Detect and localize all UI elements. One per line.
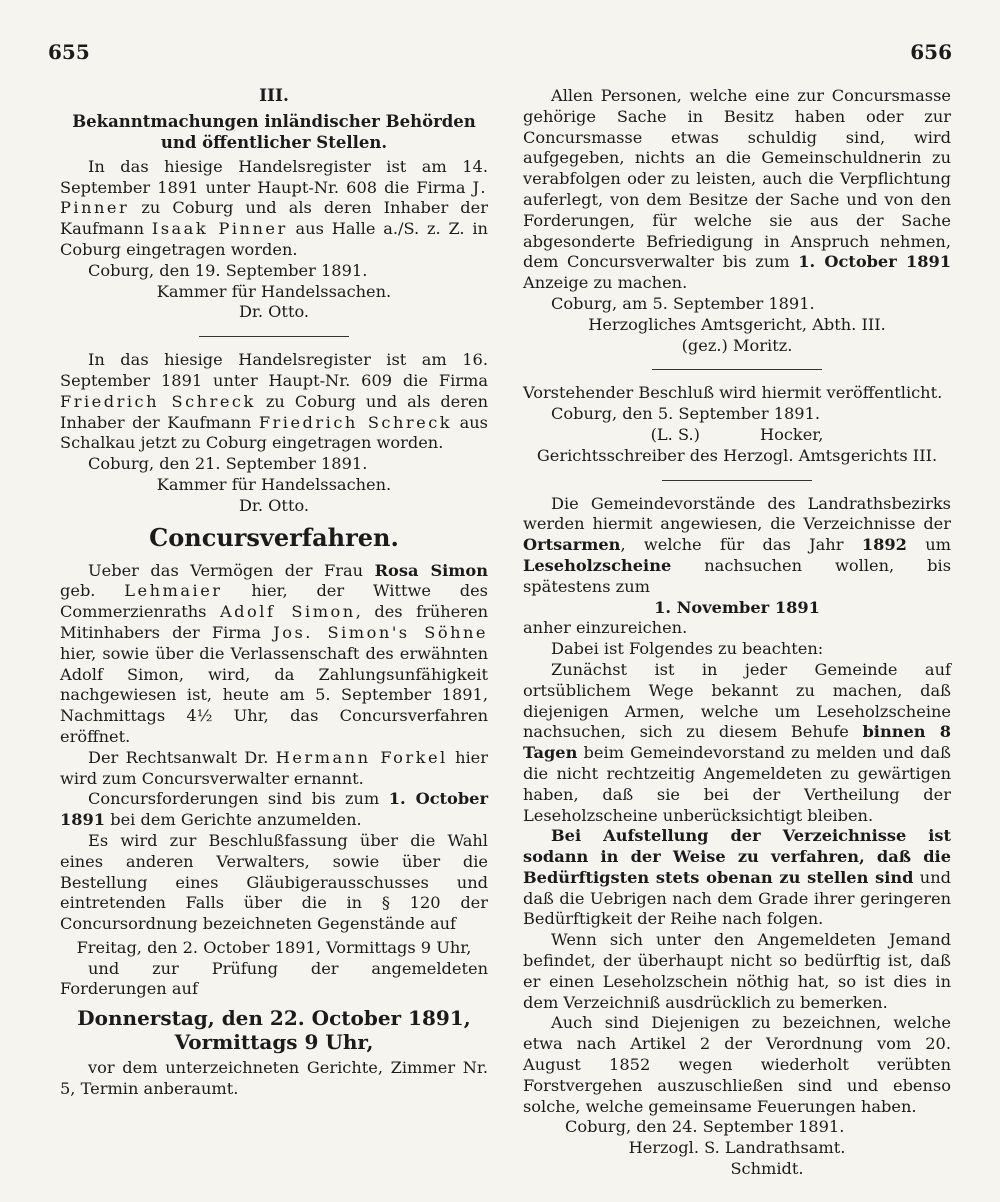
- landrat-rule-3: Wenn sich unter den Angemeldeten Jemand befindet, der überhaupt nicht so bedürftig ist, daß er einen Leseholzschein nöthig hat, so ist dies in dem Verzeichniß ausdrücklich zu bemerken.: [523, 930, 951, 1012]
- section-number: III.: [259, 86, 289, 106]
- notice-register-pinner: In das hiesige Handelsregister ist am 14. September 1891 unter Haupt-Nr. 608 die Firma J. Pinner zu Coburg und als deren Inhaber der Kaufmann Isaak Pinner aus Halle a./S. z. Z. in Coburg eingetragen worden.: [60, 156, 488, 259]
- court-signature: (gez.) Moritz.: [681, 335, 793, 355]
- court-name: Herzogliches Amtsgericht, Abth. III.: [588, 314, 886, 334]
- firm-name: Friedrich Schreck: [60, 391, 256, 411]
- landrat-office: Herzogl. S. Landrathsamt.: [628, 1138, 846, 1158]
- publication-date: Coburg, den 5. September 1891.: [551, 404, 821, 424]
- notice-signature: Dr. Otto.: [238, 495, 310, 515]
- seal-mark: (L. S.): [650, 424, 700, 444]
- concurs-paragraph-8: vor dem unterzeichneten Gerichte, Zimmer Nr. 5, Termin anberaumt.: [60, 1058, 488, 1099]
- firm-name: J. Pinner: [60, 177, 488, 218]
- owner-name: Isaak Pinner: [151, 219, 288, 239]
- clerk-title: Gerichtsschreiber des Herzogl. Amtsgerichts III.: [536, 445, 938, 465]
- clerk-name: Hocker,: [759, 424, 824, 444]
- left-column: [60, 86, 488, 1100]
- page-number-left: 655: [48, 40, 90, 64]
- landrat-rule-1: Zunächst ist in jeder Gemeinde auf ortsüblichem Wege bekannt zu machen, daß diejenigen Armen, welche um Leseholzscheine nachsuchen, sich zu diesem Behufe binnen 8 Tagen beim Gemeindevorstand zu melden und daß die nicht rechtzeitig Angemeldeten zu gewärtigen haben, daß sie bei der Vertheilung der Leseholzscheine unberücksichtigt bleiben.: [523, 659, 951, 825]
- notice-office: Kammer für Handelssachen.: [156, 474, 392, 494]
- concurs-date: Coburg, am 5. September 1891.: [551, 293, 815, 313]
- landrat-rule-4: Auch sind Diejenigen zu bezeichnen, welche etwa nach Artikel 2 der Verordnung vom 20. August 1852 wegen wiederholt verübten Forstvergehen auszuschließen sind und ebenso solche, welche gemeinsame Feuerungen haben.: [523, 1013, 951, 1116]
- notice-office: Kammer für Handelssachen.: [156, 281, 392, 301]
- concurs-paragraph-1: Ueber das Vermögen der Frau Rosa Simon geb. Lehmaier hier, der Wittwe des Commerzienraths Adolf Simon, des früheren Mitinhabers der Firma Jos. Simon's Söhne hier, sowie über die Verlassenschaft des erwähnten Adolf Simon, wird, da Zahlungsunfähigkeit nachgewiesen ist, heute am 5. September 1891, Nachmittags 4½ Uhr, das Concursverfahren eröffnet.: [60, 560, 489, 746]
- notice-signature: Dr. Otto.: [238, 302, 310, 322]
- notice-date: Coburg, den 21. September 1891.: [88, 454, 368, 474]
- landrat-notice: Die Gemeindevorstände des Landrathsbezirks werden hiermit angewiesen, die Verzeichnisse der Ortsarmen, welche für das Jahr 1892 um Leseholzscheine nachsuchen wollen, bis spätestens zum: [523, 493, 952, 596]
- concurs-time-2: Vormittags 9 Uhr,: [174, 1030, 374, 1055]
- publication-note: Vorstehender Beschluß wird hiermit veröffentlicht.: [523, 383, 943, 403]
- landrat-deadline: 1. November 1891: [654, 597, 820, 617]
- landrat-signature: Schmidt.: [730, 1159, 804, 1179]
- landrat-rule-2: Bei Aufstellung der Verzeichnisse ist sodann in der Weise zu verfahren, daß die Bedürftigsten stets obenan zu stellen sind und daß die Uebrigen nach dem Grade ihrer geringeren Bedürftigkeit der Reihe nach folgen.: [523, 826, 951, 929]
- landrat-note: Dabei ist Folgendes zu beachten:: [551, 639, 824, 659]
- concurs-title: Concursverfahren.: [149, 522, 399, 552]
- clerk-line: [523, 425, 951, 446]
- divider: [662, 480, 812, 481]
- landrat-date: Coburg, den 24. September 1891.: [565, 1117, 845, 1137]
- divider: [652, 369, 822, 370]
- concurs-paragraph-6: und zur Prüfung der angemeldeten Forderungen auf: [60, 958, 488, 999]
- notice-date: Coburg, den 19. September 1891.: [88, 260, 368, 280]
- landrat-submit: anher einzureichen.: [523, 618, 688, 638]
- concurs-paragraph-2: Der Rechtsanwalt Dr. Hermann Forkel hier wird zum Concursverwalter ernannt.: [60, 747, 488, 788]
- section-title: Bekanntmachungen inländischer Behörden und öffentlicher Stellen.: [72, 111, 476, 152]
- concurs-paragraph-3: Concursforderungen sind bis zum 1. October 1891 bei dem Gerichte anzumelden.: [60, 789, 488, 830]
- right-column: [523, 86, 951, 1180]
- concurs-date-2: Donnerstag, den 22. October 1891,: [77, 1006, 471, 1031]
- concurs-continuation: Allen Personen, welche eine zur Concursmasse gehörige Sache in Besitz haben oder zur Concursmasse etwas schuldig sind, wird aufgegeben, nichts an die Gemeinschuldnerin zu verabfolgen oder zu leisten, auch die Verpflichtung auferlegt, von dem Besitze der Sache und von den Forderungen, für welche sie aus der Sache abgesonderte Befriedigung in Anspruch nehmen, dem Concursverwalter bis zum 1. October 1891 Anzeige zu machen.: [523, 86, 951, 293]
- concurs-paragraph-4: Es wird zur Beschlußfassung über die Wahl eines anderen Verwalters, sowie über die Bestellung eines Gläubigerausschusses und eintretenden Falls über die in § 120 der Concursordnung bezeichneten Gegenstände auf: [60, 830, 488, 934]
- divider: [199, 336, 349, 337]
- page-number-right: 656: [910, 40, 952, 64]
- concurs-date-1: Freitag, den 2. October 1891, Vormittags 9 Uhr,: [76, 937, 472, 957]
- owner-name: Friedrich Schreck: [258, 412, 453, 432]
- notice-register-schreck: In das hiesige Handelsregister ist am 16. September 1891 unter Haupt-Nr. 609 die Firma Friedrich Schreck zu Coburg und als deren Inhaber der Kaufmann Friedrich Schreck aus Schalkau jetzt zu Coburg eingetragen worden.: [60, 350, 488, 453]
